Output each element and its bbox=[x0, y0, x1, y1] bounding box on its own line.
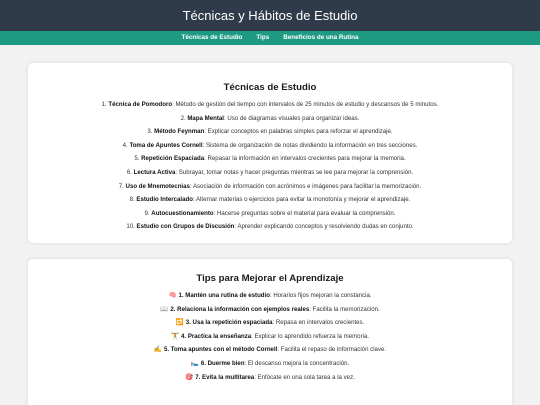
technique-name: Uso de Mnemotecnias bbox=[125, 182, 190, 190]
techniques-list bbox=[28, 101, 512, 230]
techniques-title: Técnicas de Estudio bbox=[223, 82, 317, 93]
technique-number: 7. bbox=[118, 182, 124, 190]
technique-name: Estudio Intercalado bbox=[136, 196, 193, 204]
technique-number: 1. bbox=[101, 101, 107, 108]
nav-link-tecnicas[interactable]: Técnicas de Estudio bbox=[181, 34, 243, 41]
technique-name: Toma de Apuntes Cornell bbox=[129, 141, 203, 149]
technique-item bbox=[28, 183, 512, 190]
tip-item bbox=[28, 360, 512, 367]
tip-description: : El descanso mejora la concentración. bbox=[244, 359, 350, 367]
technique-number: 3. bbox=[147, 128, 153, 136]
technique-item bbox=[28, 128, 512, 135]
tip-name: 1. Mantén una rutina de estudio bbox=[178, 292, 270, 299]
technique-item bbox=[28, 223, 512, 230]
technique-number: 10. bbox=[126, 223, 135, 231]
technique-description: : Método de gestión del tiempo con intervalos de 25 minutos de estudio y descansos de 5 minutos. bbox=[172, 101, 439, 108]
tip-item bbox=[28, 346, 512, 353]
tip-description: : Facilita el repaso de información clave. bbox=[277, 346, 387, 354]
tip-description: : Explicar lo aprendido refuerza la memoria. bbox=[251, 332, 370, 340]
tip-name: 7. Evita la multitarea bbox=[195, 373, 255, 381]
technique-number: 5. bbox=[134, 155, 140, 163]
tip-description: : Repasa en intervalos crecientes. bbox=[272, 319, 365, 327]
technique-description: : Hacerse preguntas sobre el material para evaluar la comprensión. bbox=[213, 209, 396, 217]
technique-item bbox=[28, 142, 512, 149]
technique-name: Lectura Activa bbox=[133, 168, 176, 176]
weightlifter-icon: 🏋 bbox=[170, 332, 180, 340]
nav-bar bbox=[0, 31, 540, 45]
technique-number: 9. bbox=[144, 209, 150, 217]
technique-item bbox=[28, 169, 512, 176]
site-header bbox=[0, 0, 540, 31]
tip-name: 4. Practica la enseñanza bbox=[181, 332, 252, 340]
main-content bbox=[0, 45, 540, 405]
tip-item bbox=[28, 292, 512, 299]
tip-item bbox=[28, 319, 512, 326]
tip-description: : Facilita la memorización. bbox=[309, 305, 380, 313]
technique-name: Mapa Mental bbox=[187, 114, 224, 122]
techniques-section bbox=[28, 63, 512, 243]
technique-description: : Explicar conceptos en palabras simples para reforzar el aprendizaje. bbox=[204, 128, 393, 136]
target-icon: 🎯 bbox=[185, 373, 194, 381]
technique-name: Método Feynman bbox=[154, 128, 205, 136]
technique-item bbox=[28, 155, 512, 162]
technique-name: Repetición Espaciada bbox=[141, 155, 205, 163]
book-icon: 📖 bbox=[160, 305, 169, 313]
technique-name: Estudio con Grupos de Discusión bbox=[136, 223, 235, 231]
technique-number: 6. bbox=[126, 168, 132, 176]
technique-number: 4. bbox=[122, 141, 128, 149]
technique-item bbox=[28, 115, 512, 122]
technique-description: : Alternar materias o ejercicios para evitar la monotonía y mejorar el aprendizaje. bbox=[192, 196, 411, 204]
tip-item bbox=[28, 333, 512, 340]
tip-item bbox=[28, 306, 512, 313]
page-title: Técnicas y Hábitos de Estudio bbox=[182, 8, 358, 23]
tip-name: 2. Relaciona la información con ejemplos reales bbox=[170, 305, 310, 313]
technique-item bbox=[28, 210, 512, 217]
technique-item bbox=[28, 101, 512, 108]
technique-description: : Sistema de organización de notas dividiendo la información en tres secciones. bbox=[202, 141, 418, 149]
tips-list bbox=[28, 292, 512, 381]
tips-section bbox=[28, 259, 512, 405]
nav-link-beneficios[interactable]: Beneficios de una Rutina bbox=[283, 34, 359, 41]
technique-description: : Aprender explicando conceptos y resolviendo dudas en conjunto. bbox=[234, 223, 414, 231]
technique-number: 2. bbox=[180, 114, 186, 122]
technique-item bbox=[28, 196, 512, 203]
tips-title: Tips para Mejorar el Aprendizaje bbox=[196, 273, 344, 284]
technique-description: : Repasar la información en intervalos crecientes para mejorar la memoria. bbox=[204, 155, 406, 163]
technique-number: 8. bbox=[129, 196, 135, 204]
tip-name: 3. Usa la repetición espaciada bbox=[185, 319, 273, 327]
writing-hand-icon: ✍️ bbox=[153, 346, 163, 354]
tip-description: : Horarios fijos mejoran la constancia. bbox=[269, 292, 372, 299]
tip-name: 6. Duerme bien bbox=[200, 359, 245, 367]
technique-description: : Asociación de información con acrónimos e imágenes para facilitar la memorización. bbox=[189, 182, 422, 190]
technique-name: Autocuestionamiento bbox=[151, 209, 214, 217]
technique-name: Técnica de Pomodoro bbox=[108, 101, 173, 108]
repeat-icon: 🔁 bbox=[175, 319, 184, 327]
technique-description: : Subrayar, tomar notas y hacer preguntas mientras se lee para mejorar la comprensión. bbox=[175, 168, 414, 176]
brain-icon: 🧠 bbox=[168, 292, 177, 299]
tip-description: : Enfócate en una sola tarea a la vez. bbox=[254, 373, 355, 381]
tip-name: 5. Toma apuntes con el método Cornell bbox=[164, 346, 278, 354]
nav-link-tips[interactable]: Tips bbox=[256, 34, 270, 41]
technique-description: : Uso de diagramas visuales para organizar ideas. bbox=[223, 114, 360, 122]
sleeping-bed-icon: 🛌 bbox=[190, 359, 199, 367]
tip-item bbox=[28, 374, 512, 381]
